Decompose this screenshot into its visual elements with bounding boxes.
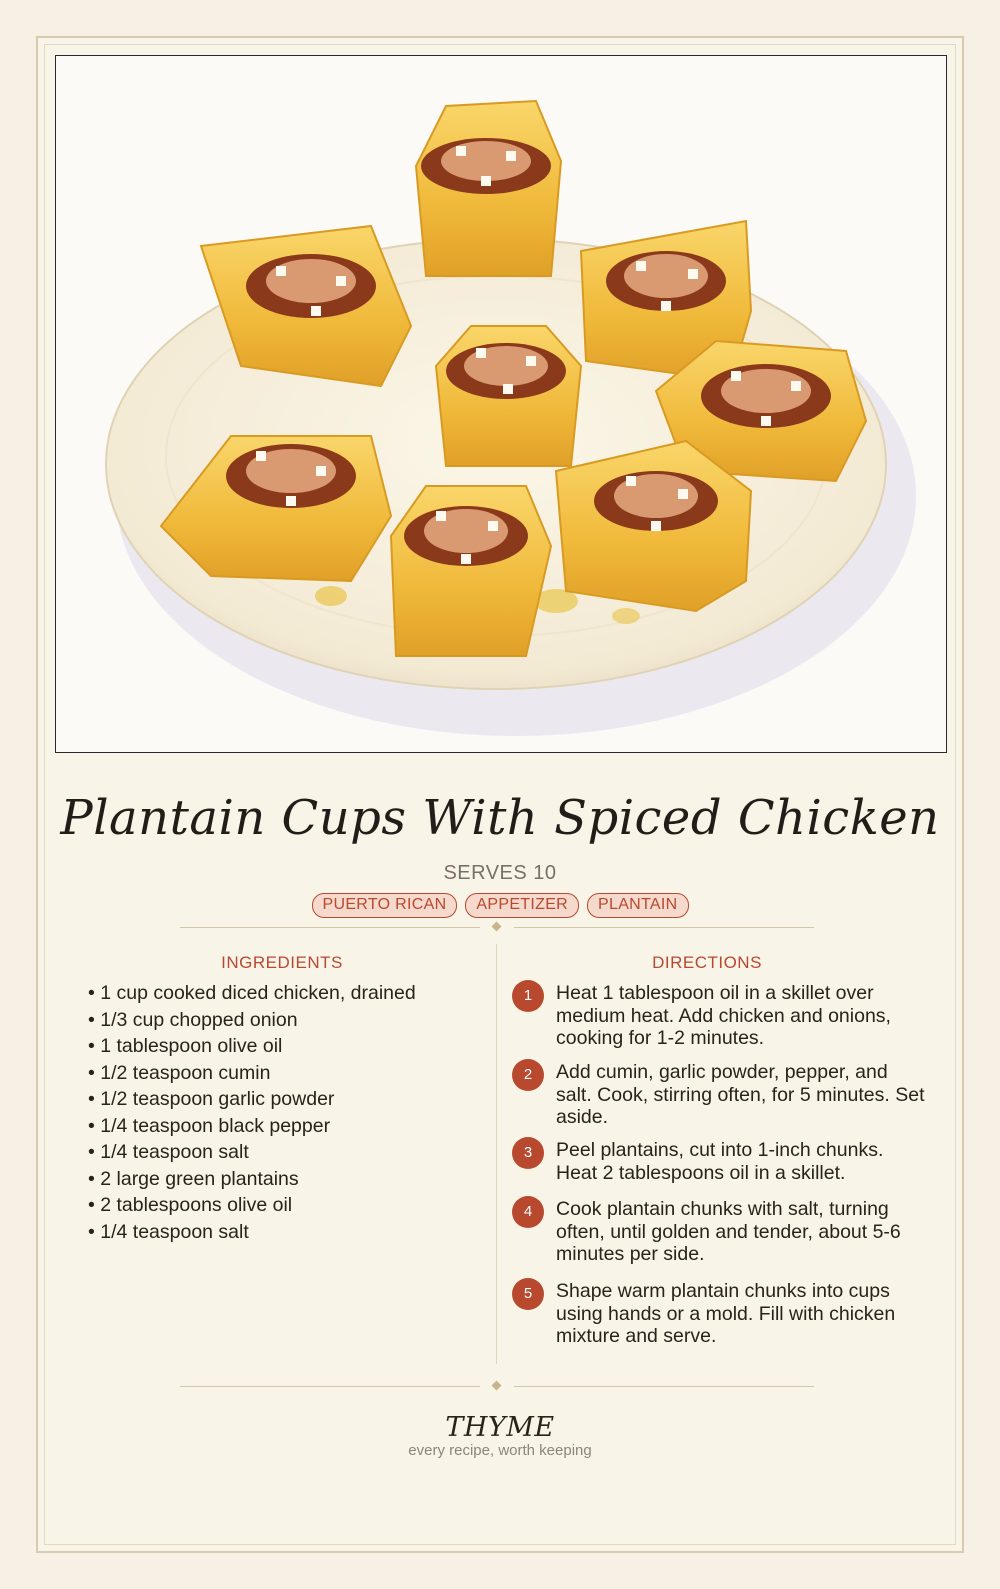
ingredient-item: • 1/4 teaspoon black pepper	[88, 1113, 468, 1140]
recipe-title: Plantain Cups With Spiced Chicken	[60, 790, 940, 846]
ingredient-item: • 1/4 teaspoon salt	[88, 1139, 468, 1166]
column-divider	[496, 944, 497, 1364]
step-text: Heat 1 tablespoon oil in a skillet over medium heat. Add chicken and onions, cooking for 1-2 minutes.	[556, 982, 891, 1049]
section-divider-bottom	[180, 1381, 814, 1393]
step-text: Add cumin, garlic powder, pepper, and salt. Cook, stirring often, for 5 minutes. Set aside.	[556, 1061, 925, 1128]
ingredient-item: • 1 cup cooked diced chicken, drained	[88, 980, 468, 1007]
step-number-badge: 2	[512, 1059, 544, 1091]
diamond-ornament	[492, 1381, 502, 1391]
tag-plantain[interactable]: PLANTAIN	[587, 893, 688, 918]
serves-label: SERVES 10	[443, 862, 557, 884]
section-divider-top	[180, 922, 814, 934]
ingredients-heading: INGREDIENTS	[221, 953, 343, 972]
ingredient-item: • 2 large green plantains	[88, 1166, 468, 1193]
step-text: Peel plantains, cut into 1-inch chunks. Heat 2 tablespoons oil in a skillet.	[556, 1139, 884, 1184]
tag-list	[38, 893, 962, 918]
ingredients-list	[88, 980, 468, 1245]
step-number-badge: 4	[512, 1196, 544, 1228]
tag-puerto-rican[interactable]: PUERTO RICAN	[312, 893, 458, 918]
tag-appetizer[interactable]: APPETIZER	[465, 893, 579, 918]
step-number-badge: 3	[512, 1137, 544, 1169]
step-number-badge: 1	[512, 980, 544, 1012]
ingredient-item: • 1 tablespoon olive oil	[88, 1033, 468, 1060]
ingredient-item: • 1/4 teaspoon salt	[88, 1219, 468, 1246]
step-number-badge: 5	[512, 1278, 544, 1310]
recipe-card	[36, 36, 964, 1553]
ingredient-item: • 1/2 teaspoon garlic powder	[88, 1086, 468, 1113]
recipe-photo	[55, 55, 947, 753]
step-text: Shape warm plantain chunks into cups using hands or a mold. Fill with chicken mixture and serve.	[556, 1280, 896, 1347]
ingredient-item: • 1/3 cup chopped onion	[88, 1007, 468, 1034]
diamond-ornament	[492, 922, 502, 932]
step-text: Cook plantain chunks with salt, turning often, until golden and tender, about 5-6 minutes per side.	[556, 1198, 901, 1265]
directions-heading: DIRECTIONS	[652, 953, 762, 972]
ingredient-item: • 1/2 teaspoon cumin	[88, 1060, 468, 1087]
plantain-cups-illustration	[56, 56, 945, 751]
ingredient-item: • 2 tablespoons olive oil	[88, 1192, 468, 1219]
brand-tagline: every recipe, worth keeping	[408, 1442, 592, 1459]
brand-logo: THYME	[445, 1412, 555, 1443]
